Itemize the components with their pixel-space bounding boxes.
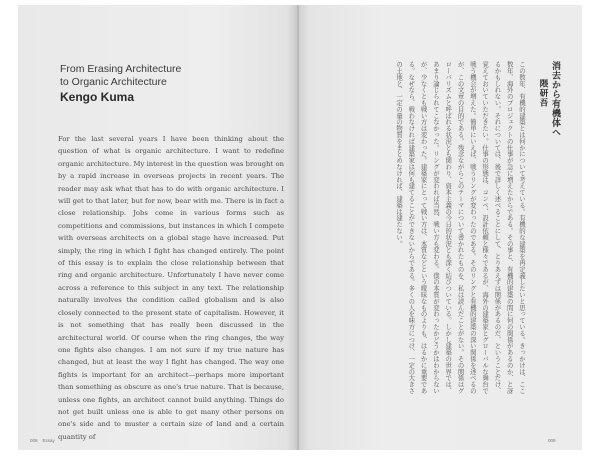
- left-page: [18, 5, 298, 450]
- left-page-number: 008: [30, 438, 38, 443]
- essay-title-line-2: to Organic Architecture: [60, 75, 167, 88]
- japanese-title: 消去から有機体へ: [550, 61, 560, 137]
- book-gutter: [297, 5, 299, 450]
- right-page-number: 009: [548, 438, 556, 443]
- left-folio: [30, 438, 60, 443]
- section-label: Essay: [42, 438, 55, 443]
- right-page: [298, 5, 582, 450]
- japanese-author: 隈研吾: [538, 79, 548, 108]
- book-spread: [18, 5, 582, 450]
- english-body-text: For the last several years I have been thinking about the question of what is organic architecture. I want to redefine organic architecture. My interest in the question was brought on by a rapid increase in overseas projects in recent years. The reader may ask what that has to do with organic architecture. I will get to that later, but for now, bear with me. There is in fact a close relationship. Jobs come in various forms such as competitions and commissions, but instances in which I compete with overseas architects on a global stage have increased. Put simply, the ring in which I fight has changed entirely. The point of this essay is to explain the close relationship between that ring and organic architecture. Unfortunately I have never come across a reference to this subject in any text. The relationship naturally involves the condition called globalism and is also closely connected to the present state of capitalism. However, it is not something that has really been discussed in the architectural world. Of course when the ring changes, the way one fights also changes. I am not sure if my true nature has changed, but at least the way I fight has changed. The way one fights is important for an architect—perhaps more important than something as obscure as one's true nature. That is because, unless one fights, an architect cannot build anything. Things do not get built unless one is able to get many other persons on one's side and to muster a certain size of land and a certain quantity of: [58, 135, 284, 441]
- essay-title-block: [60, 63, 280, 105]
- author-name: Kengo Kuma: [60, 90, 135, 104]
- essay-title-line-1: From Erasing Architecture: [60, 63, 182, 75]
- japanese-body-text: この数年、有機的建築とは何かについて考えている。有機的な建築を再定義したいと思っている。きっかけは、ここ数年、海外のプロジェクトの仕事が急に増えたからである。その事と、有機的建築の間に何の関係があるのか、と訝るかもしれない。それについては、後で詳しく述べることにして、とりあえずは関係があるのだ、ということだけ、覚えておいていただきたい。仕事の形態は、コンペ、設計依頼と様々であるが、海外の建築家とグローバルな舞台で戦う機会が増えた。簡単にいえば、戦うリングが変わったのである。そのリングと有機的建築の深い関係を述べるのが、この文章の目的である。残念ながらこのテーマについて書かれたものを、私は読んだことがない。その関係はグローバリズムと呼ばれる状況とも関わり、資本主義の今日的状況とも深く結びついている。しかし建築の世界では、あまり論じられてこなかった。リングが変われば当然、戦い方も変わる。僕の本質が変わったかどうかはわからないが、少なくとも戦い方は変わった。建築家にとって戦い方は、本質などという曖昧なものよりも、はるかに重要である。なぜなら、戦わなければ建築家は何も建てることができないからである。多くの人を味方につけ、一定の大きさの土地と、一定の量の物質をまとめなければ、建築は建たない。: [395, 61, 526, 394]
